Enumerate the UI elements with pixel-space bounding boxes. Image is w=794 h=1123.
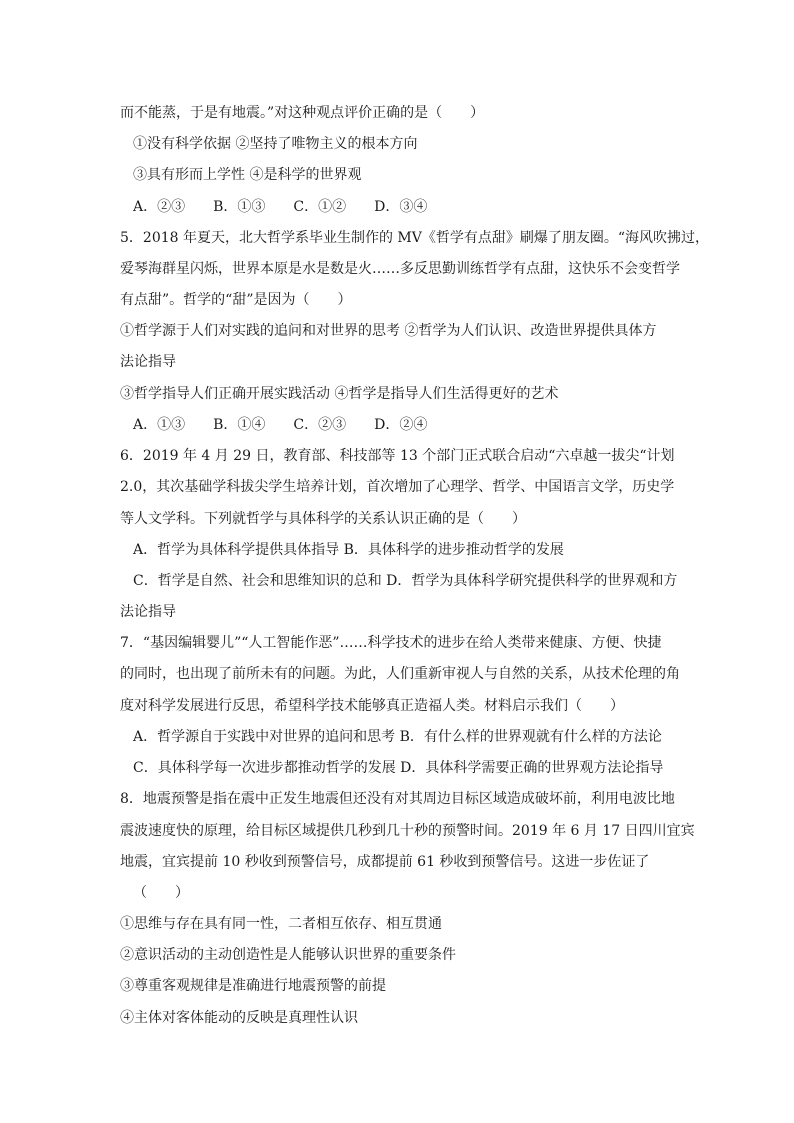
q4-option-3: ③具有形而上学性 [133,167,245,183]
q4-options-row-1 [133,135,693,153]
q7-option-d: D．具体科学需要正确的世界观方法论指导 [400,760,664,776]
q5-option-4: ④哲学是指导人们生活得更好的艺术 [334,386,559,402]
q6-option-d: D．哲学为具体科学研究提供科学的世界观和方 [386,573,678,589]
q6-stem-line-1: 6．2019 年 4 月 29 日，教育部、科技部等 13 个部门正式联合启动“六卓越一拔尖“计划 [120,448,675,464]
q5-option-2: ②哲学为人们认识、改造世界提供具体方 [404,323,657,339]
q7-option-b: B．有什么样的世界观就有什么样的方法论 [399,729,662,745]
q4-option-4: ④是科学的世界观 [249,167,362,183]
q4-choices: A．②③ B．①③ C．①② D．③④ [133,199,428,215]
q5-stem-line-3: 有点甜”。哲学的“甜”是因为（ ） [120,292,352,308]
q6-stem-line-2: 2.0，其次基础学科拔尖学生培养计划，首次增加了心理学、哲学、中国语言文学，历史学 [120,479,675,495]
q6-option-b: B．具体科学的进步推动哲学的发展 [343,542,564,558]
q5-options-row-1 [120,322,680,340]
q4-stem-tail: 而不能蒸，于是有地震。”对这种观点评价正确的是（ ） [120,105,485,121]
q4-options-row-2 [133,166,693,184]
q5-option-2-cont: 法论指导 [120,354,176,370]
q8-stem-line-1: 8．地震预警是指在震中正发生地震但还没有对其周边目标区域造成破坏前，利用电波比地 [120,791,675,807]
q5-stem-line-2: 爱琴海群星闪烁，世界本原是水是数是火……多反思勤训练哲学有点甜，这快乐不会变哲学 [120,261,680,277]
q7-stem-line-2: 的同时，也出现了前所未有的问题。为此，人们重新审视人与自然的关系，从技术伦理的角 [120,666,680,682]
q8-option-2: ②意识活动的主动创造性是人能够认识世界的重要条件 [120,947,456,963]
q7-stem-line-1: 7．“基因编辑婴儿”“人工智能作恶”……科学技术的进步在给人类带来健康、方便、快捷 [120,635,662,651]
q6-options-row-2 [133,572,693,590]
q5-choices: A．①③ B．①④ C．②③ D．②④ [133,417,428,433]
q8-option-4: ④主体对客体能动的反映是真理性认识 [120,1010,358,1026]
q5-options-row-2 [120,385,680,403]
q7-option-c: C．具体科学每一次进步都推动哲学的发展 [133,760,396,776]
q8-stem-line-4: （ ） [133,885,189,901]
q5-stem-line-1: 5．2018 年夏天，北大哲学系毕业生制作的 MV《哲学有点甜》刷爆了朋友圈。“海风吹拂过， [120,230,710,246]
q6-option-c: C．哲学是自然、社会和思维知识的总和 [133,573,382,589]
q5-option-3: ③哲学指导人们正确开展实践活动 [120,386,330,402]
q7-options-row-1 [133,728,693,746]
q7-options-row-2 [133,759,693,777]
q8-option-1: ①思维与存在具有同一性，二者相互依存、相互贯通 [120,916,442,932]
q8-option-3: ③尊重客观规律是准确进行地震预警的前提 [120,978,386,994]
q6-options-row-1 [133,541,693,559]
q7-option-a: A．哲学源自于实践中对世界的追问和思考 [133,729,396,745]
q4-option-2: ②坚持了唯物主义的根本方向 [235,136,418,152]
q5-option-1: ①哲学源于人们对实践的追问和对世界的思考 [120,323,400,339]
q6-option-a: A．哲学为具体科学提供具体指导 [133,542,340,558]
q8-stem-line-2: 震波速度快的原理，给目标区域提供几秒到几十秒的预警时间。2019 年 6 月 17 日四川宜宾 [120,823,695,839]
q6-option-d-cont: 法论指导 [120,604,176,620]
q4-option-1: ①没有科学依据 [133,136,231,152]
q7-stem-line-3: 度对科学发展进行反思，希望科学技术能够真正造福人类。材料启示我们（ ） [120,698,624,714]
q6-stem-line-3: 等人文学科。下列就哲学与具体科学的关系认识正确的是（ ） [120,511,526,527]
q8-stem-line-3: 地震，宜宾提前 10 秒收到预警信号，成都提前 61 秒收到预警信号。这进一步佐证了 [120,854,650,870]
